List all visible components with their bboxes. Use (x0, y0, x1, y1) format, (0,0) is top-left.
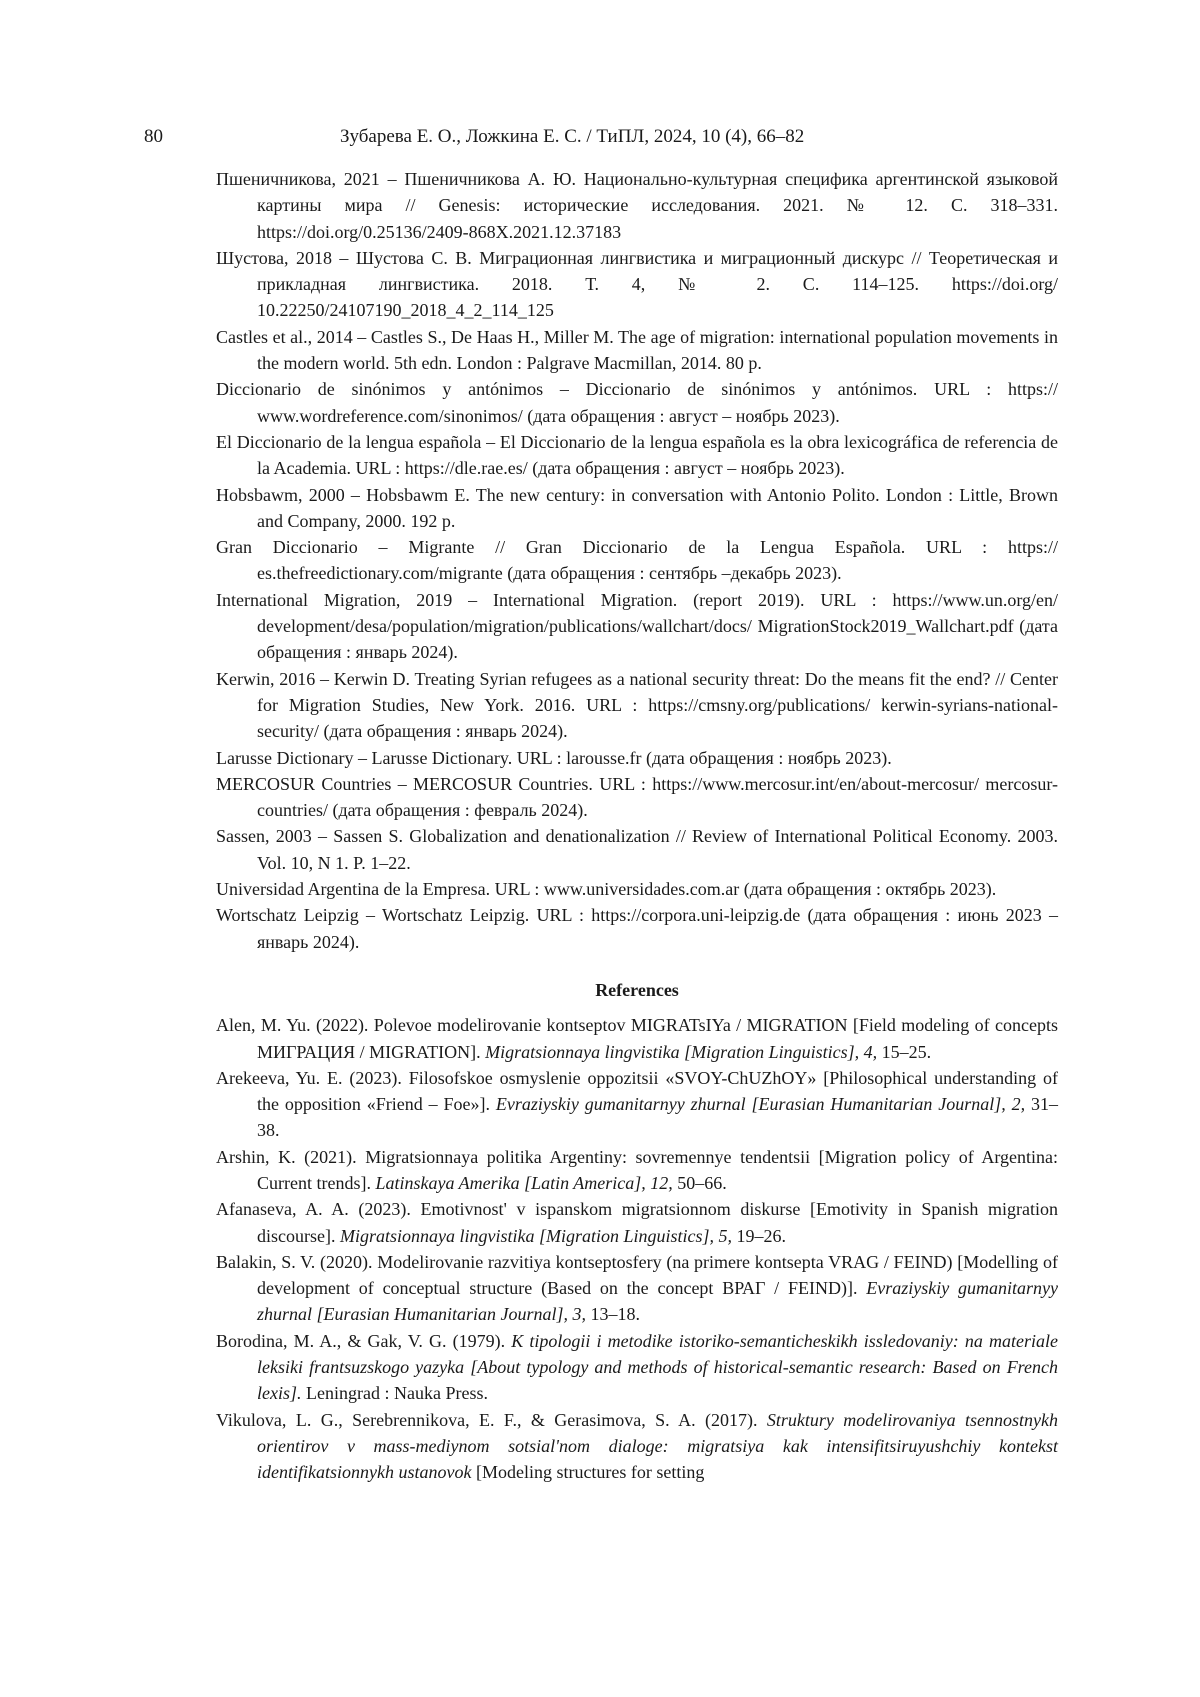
reference-entry (216, 1407, 1058, 1486)
references-heading: References (216, 977, 1058, 1003)
reference-source: Struktury modelirovaniya tsennostnykh orientirov v mass-mediynom sotsial'nom dialoge: migratsiya kak intensifitsiruyushchiy kontekst identifikatsionnykh ustanovok (257, 1410, 1058, 1483)
reference-source: Evraziyskiy gumanitarnyy zhurnal [Eurasian Humanitarian Journal], 3, (257, 1278, 1058, 1324)
reference-text: Arshin, K. (2021). Migratsionnaya politika Argentiny: sovremennye tendentsii [Migration policy of Argentina: Current trends]. (216, 1147, 1058, 1193)
reference-entry (216, 1328, 1058, 1407)
reference-pages: 50–66. (673, 1173, 727, 1193)
reference-text: Arekeeva, Yu. E. (2023). Filosofskoe osmyslenie oppozitsii «SVOY-ChUZhOY» [Philosophical understanding of the opposition «Friend – Foe»]. (216, 1068, 1058, 1114)
reference-text: Vikulova, L. G., Serebrennikova, E. F., & Gerasimova, S. A. (2017). (216, 1410, 767, 1430)
literature-entry: International Migration, 2019 – International Migration. (report 2019). URL : https://www.un.org/en/ development/desa/population/migration/publications/wallchart/docs/ MigrationStock2019_Wallchart.pdf (дата обращения : январь 2024). (216, 587, 1058, 666)
reference-source: K tipologii i metodike istoriko-semanticheskikh issledovaniy: na materiale leksiki frantsuzskogo yazyka [About typology and methods of historical-semantic research: Based on French lexis]. (257, 1331, 1058, 1404)
literature-entry: El Diccionario de la lengua española – El Diccionario de la lengua española es la obra lexicográfica de referencia de la Academia. URL : https://dle.rae.es/ (дата обращения : август – ноябрь 2023). (216, 429, 1058, 482)
reference-source: Migratsionnaya lingvistika [Migration Linguistics], 5, (340, 1226, 732, 1246)
reference-entry (216, 1249, 1058, 1328)
reference-source: Latinskaya Amerika [Latin America], 12, (375, 1173, 672, 1193)
reference-pages: [Modeling structures for setting (471, 1462, 704, 1482)
reference-pages: 15–25. (877, 1042, 931, 1062)
reference-pages: 31–38. (257, 1094, 1058, 1140)
literature-entry: Diccionario de sinónimos y antónimos – Diccionario de sinónimos y antónimos. URL : https:// www.wordreference.com/sinonimos/ (дата обращения : август – ноябрь 2023). (216, 376, 1058, 429)
reference-entry (216, 1065, 1058, 1144)
literature-entry: Hobsbawm, 2000 – Hobsbawm E. The new century: in conversation with Antonio Polito. London : Little, Brown and Company, 2000. 192 p. (216, 482, 1058, 535)
literature-entry: Gran Diccionario – Migrante // Gran Diccionario de la Lengua Española. URL : https:// es.thefreedictionary.com/migrante (дата обращения : сентябрь –декабрь 2023). (216, 534, 1058, 587)
reference-entry (216, 1144, 1058, 1197)
literature-entry: Castles et al., 2014 – Castles S., De Haas H., Miller M. The age of migration: international population movements in the modern world. 5th edn. London : Palgrave Macmillan, 2014. 80 p. (216, 324, 1058, 377)
literature-entry: Пшеничникова, 2021 – Пшеничникова А. Ю. Национально-культурная специфика аргентинской языковой картины мира // Genesis: исторические исследования. 2021. № 12. С. 318–331. https://doi.org/0.25136/2409-868X.2021.12.37183 (216, 166, 1058, 245)
literature-entry: MERCOSUR Countries – MERCOSUR Countries. URL : https://www.mercosur.int/en/about-mercosur/ mercosur-countries/ (дата обращения : февраль 2024). (216, 771, 1058, 824)
literature-list (216, 166, 1058, 955)
reference-text: Borodina, M. A., & Gak, V. G. (1979). (216, 1331, 511, 1351)
literature-entry: Larusse Dictionary – Larusse Dictionary. URL : larousse.fr (дата обращения : ноябрь 2023). (216, 745, 1058, 771)
bibliography (216, 166, 1058, 1486)
reference-pages: 13–18. (586, 1304, 640, 1324)
literature-entry: Wortschatz Leipzig – Wortschatz Leipzig. URL : https://corpora.uni-leipzig.de (дата обращения : июнь 2023 – январь 2024). (216, 902, 1058, 955)
reference-entry (216, 1196, 1058, 1249)
literature-entry: Kerwin, 2016 – Kerwin D. Treating Syrian refugees as a national security threat: Do the means fit the end? // Center for Migration Studies, New York. 2016. URL : https://cmsny.org/publications/ kerwin-syrians-national-security/ (дата обращения : январь 2024). (216, 666, 1058, 745)
reference-text: Afanaseva, A. A. (2023). Emotivnost' v ispanskom migratsionnom diskurse [Emotivity in Spanish migration discourse]. (216, 1199, 1058, 1245)
references-list (216, 1012, 1058, 1485)
reference-source: Migratsionnaya lingvistika [Migration Linguistics], 4, (485, 1042, 877, 1062)
reference-text: Alen, M. Yu. (2022). Polevoe modelirovanie kontseptov MIGRATsIYa / MIGRATION [Field modeling of concepts МИГРАЦИЯ / MIGRATION]. (216, 1015, 1058, 1061)
literature-entry: Sassen, 2003 – Sassen S. Globalization and denationalization // Review of International Political Economy. 2003. Vol. 10, N 1. P. 1–22. (216, 823, 1058, 876)
running-head: Зубарева Е. О., Ложкина Е. С. / ТиПЛ, 2024, 10 (4), 66–82 (340, 124, 804, 150)
reference-pages: Leningrad : Nauka Press. (302, 1383, 488, 1403)
page-number: 80 (144, 124, 163, 150)
literature-entry: Universidad Argentina de la Empresa. URL : www.universidades.com.ar (дата обращения : октябрь 2023). (216, 876, 1058, 902)
reference-pages: 19–26. (732, 1226, 786, 1246)
reference-entry (216, 1012, 1058, 1065)
reference-text: Balakin, S. V. (2020). Modelirovanie razvitiya kontseptosfery (na primere kontsepta VRAG / FEIND) [Modelling of development of conceptual structure (Based on the concept ВРАГ / FEIND)]. (216, 1252, 1058, 1298)
reference-source: Evraziyskiy gumanitarnyy zhurnal [Eurasian Humanitarian Journal], 2, (496, 1094, 1025, 1114)
literature-entry: Шустова, 2018 – Шустова С. В. Миграционная лингвистика и миграционный дискурс // Теоретическая и прикладная лингвистика. 2018. Т. 4, № 2. С. 114–125. https://doi.org/ 10.22250/24107190_2018_4_2_114_125 (216, 245, 1058, 324)
